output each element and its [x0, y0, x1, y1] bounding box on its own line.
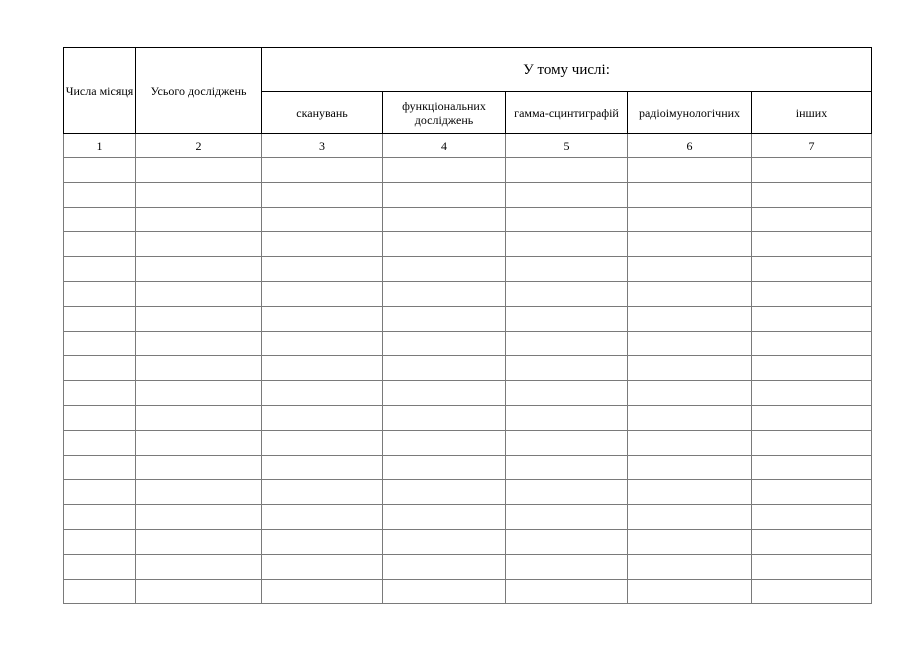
- table-cell[interactable]: [262, 505, 383, 530]
- table-row: [64, 455, 872, 480]
- table-cell[interactable]: [64, 554, 136, 579]
- table-cell[interactable]: [136, 579, 262, 604]
- column-number-cell: 6: [628, 134, 752, 158]
- table-cell[interactable]: [136, 306, 262, 331]
- table-cell[interactable]: [136, 430, 262, 455]
- header-functional-research: функціональних досліджень: [383, 92, 506, 134]
- table-cell[interactable]: [506, 430, 628, 455]
- table-row: [64, 158, 872, 183]
- table-cell[interactable]: [64, 381, 136, 406]
- table-cell[interactable]: [383, 579, 506, 604]
- table-cell[interactable]: [752, 306, 872, 331]
- table-cell[interactable]: [506, 579, 628, 604]
- table-cell[interactable]: [262, 405, 383, 430]
- table-cell[interactable]: [383, 405, 506, 430]
- table-cell[interactable]: [752, 232, 872, 257]
- table-row: [64, 331, 872, 356]
- table-row: [64, 529, 872, 554]
- table-cell[interactable]: [383, 455, 506, 480]
- table-cell[interactable]: [506, 505, 628, 530]
- table-cell[interactable]: [262, 381, 383, 406]
- table-cell[interactable]: [136, 505, 262, 530]
- table-row: [64, 306, 872, 331]
- table-cell[interactable]: [506, 281, 628, 306]
- table-cell[interactable]: [262, 207, 383, 232]
- table-cell[interactable]: [752, 405, 872, 430]
- table-row: [64, 579, 872, 604]
- table-cell[interactable]: [506, 405, 628, 430]
- table-cell[interactable]: [752, 331, 872, 356]
- table-cell[interactable]: [752, 505, 872, 530]
- table-cell[interactable]: [506, 554, 628, 579]
- table-cell[interactable]: [64, 232, 136, 257]
- table-cell[interactable]: [752, 158, 872, 183]
- table-cell[interactable]: [628, 207, 752, 232]
- table-cell[interactable]: [262, 281, 383, 306]
- table-row: [64, 356, 872, 381]
- column-number-cell: 5: [506, 134, 628, 158]
- table-row: [64, 554, 872, 579]
- table-cell[interactable]: [64, 430, 136, 455]
- table-cell[interactable]: [136, 405, 262, 430]
- table-cell[interactable]: [628, 356, 752, 381]
- table-cell[interactable]: [136, 257, 262, 282]
- table-cell[interactable]: [136, 207, 262, 232]
- table-cell[interactable]: [383, 480, 506, 505]
- table-cell[interactable]: [752, 257, 872, 282]
- table-cell[interactable]: [628, 405, 752, 430]
- table-row: [64, 182, 872, 207]
- table-cell[interactable]: [262, 430, 383, 455]
- table-cell[interactable]: [628, 306, 752, 331]
- table-cell[interactable]: [628, 529, 752, 554]
- table-cell[interactable]: [628, 579, 752, 604]
- table-cell[interactable]: [506, 232, 628, 257]
- table-row: [64, 381, 872, 406]
- table-cell[interactable]: [752, 356, 872, 381]
- table-cell[interactable]: [628, 455, 752, 480]
- header-other: інших: [752, 92, 872, 134]
- table-cell[interactable]: [262, 331, 383, 356]
- column-number-row: [64, 134, 872, 158]
- table-cell[interactable]: [383, 281, 506, 306]
- table-cell[interactable]: [752, 207, 872, 232]
- table-cell[interactable]: [628, 505, 752, 530]
- table-cell[interactable]: [752, 281, 872, 306]
- table-cell[interactable]: [136, 331, 262, 356]
- table-cell[interactable]: [752, 430, 872, 455]
- table-cell[interactable]: [383, 529, 506, 554]
- table-cell[interactable]: [506, 207, 628, 232]
- column-number-cell: 3: [262, 134, 383, 158]
- table-cell[interactable]: [64, 455, 136, 480]
- table-cell[interactable]: [262, 529, 383, 554]
- table-cell[interactable]: [752, 381, 872, 406]
- header-scans: сканувань: [262, 92, 383, 134]
- table-cell[interactable]: [136, 281, 262, 306]
- table-row: [64, 207, 872, 232]
- table-cell[interactable]: [64, 480, 136, 505]
- table-cell[interactable]: [136, 455, 262, 480]
- table-cell[interactable]: [628, 182, 752, 207]
- table-cell[interactable]: [136, 182, 262, 207]
- table-cell[interactable]: [262, 554, 383, 579]
- table-cell[interactable]: [64, 207, 136, 232]
- table-row: [64, 232, 872, 257]
- table-cell[interactable]: [64, 331, 136, 356]
- column-number-cell: 4: [383, 134, 506, 158]
- table-cell[interactable]: [262, 232, 383, 257]
- table-cell[interactable]: [64, 281, 136, 306]
- table-cell[interactable]: [383, 182, 506, 207]
- table-cell[interactable]: [262, 579, 383, 604]
- table-cell[interactable]: [136, 381, 262, 406]
- table-row: [64, 480, 872, 505]
- table-cell[interactable]: [506, 306, 628, 331]
- table-cell[interactable]: [506, 480, 628, 505]
- table-cell[interactable]: [64, 306, 136, 331]
- table-cell[interactable]: [752, 455, 872, 480]
- table-cell[interactable]: [64, 505, 136, 530]
- table-cell[interactable]: [506, 455, 628, 480]
- table-cell[interactable]: [262, 158, 383, 183]
- table-cell[interactable]: [628, 480, 752, 505]
- table-cell[interactable]: [628, 554, 752, 579]
- table-cell[interactable]: [752, 182, 872, 207]
- table-cell[interactable]: [752, 554, 872, 579]
- table-cell[interactable]: [136, 554, 262, 579]
- table-cell[interactable]: [383, 430, 506, 455]
- header-days-of-month: Числа місяця: [64, 48, 136, 134]
- header-gamma-scintigraphy: гамма-сцинтиграфій: [506, 92, 628, 134]
- table-cell[interactable]: [136, 529, 262, 554]
- table-cell[interactable]: [628, 158, 752, 183]
- table-cell[interactable]: [64, 182, 136, 207]
- table-cell[interactable]: [64, 356, 136, 381]
- table-row: [64, 405, 872, 430]
- table-cell[interactable]: [628, 257, 752, 282]
- table-cell[interactable]: [628, 430, 752, 455]
- table-cell[interactable]: [506, 257, 628, 282]
- table-cell[interactable]: [628, 281, 752, 306]
- column-number-cell: 1: [64, 134, 136, 158]
- table-cell[interactable]: [752, 579, 872, 604]
- table-cell[interactable]: [383, 356, 506, 381]
- table-cell[interactable]: [383, 158, 506, 183]
- table-cell[interactable]: [506, 182, 628, 207]
- table-cell[interactable]: [262, 455, 383, 480]
- table-cell[interactable]: [752, 529, 872, 554]
- table-cell[interactable]: [383, 505, 506, 530]
- table-cell[interactable]: [64, 529, 136, 554]
- table-cell[interactable]: [64, 579, 136, 604]
- table-cell[interactable]: [136, 480, 262, 505]
- header-total-research: Усього досліджень: [136, 48, 262, 134]
- table-cell[interactable]: [383, 306, 506, 331]
- table-cell[interactable]: [506, 331, 628, 356]
- table-cell[interactable]: [383, 331, 506, 356]
- table-cell[interactable]: [262, 182, 383, 207]
- table-cell[interactable]: [752, 480, 872, 505]
- header-including-group: У тому числі:: [262, 48, 872, 92]
- table-row: [64, 505, 872, 530]
- table-cell[interactable]: [383, 232, 506, 257]
- monthly-research-log-table: [63, 47, 872, 604]
- table-cell[interactable]: [262, 480, 383, 505]
- table-cell[interactable]: [64, 405, 136, 430]
- table-cell[interactable]: [506, 356, 628, 381]
- header-row-top: [64, 48, 872, 92]
- table-row: [64, 281, 872, 306]
- header-radioimmunological: радіоімунологічних: [628, 92, 752, 134]
- table-cell[interactable]: [628, 232, 752, 257]
- table-cell[interactable]: [262, 356, 383, 381]
- table-cell[interactable]: [383, 207, 506, 232]
- table-cell[interactable]: [506, 381, 628, 406]
- table-cell[interactable]: [628, 381, 752, 406]
- table-cell[interactable]: [136, 232, 262, 257]
- table-cell[interactable]: [136, 356, 262, 381]
- column-number-cell: 7: [752, 134, 872, 158]
- table-cell[interactable]: [262, 306, 383, 331]
- table-cell[interactable]: [628, 331, 752, 356]
- table-cell[interactable]: [506, 158, 628, 183]
- table-cell[interactable]: [136, 158, 262, 183]
- table-row: [64, 257, 872, 282]
- column-number-cell: 2: [136, 134, 262, 158]
- table-cell[interactable]: [506, 529, 628, 554]
- table-cell[interactable]: [64, 257, 136, 282]
- table-cell[interactable]: [383, 381, 506, 406]
- table-cell[interactable]: [383, 257, 506, 282]
- table-cell[interactable]: [64, 158, 136, 183]
- table-cell[interactable]: [262, 257, 383, 282]
- table-row: [64, 430, 872, 455]
- table-cell[interactable]: [383, 554, 506, 579]
